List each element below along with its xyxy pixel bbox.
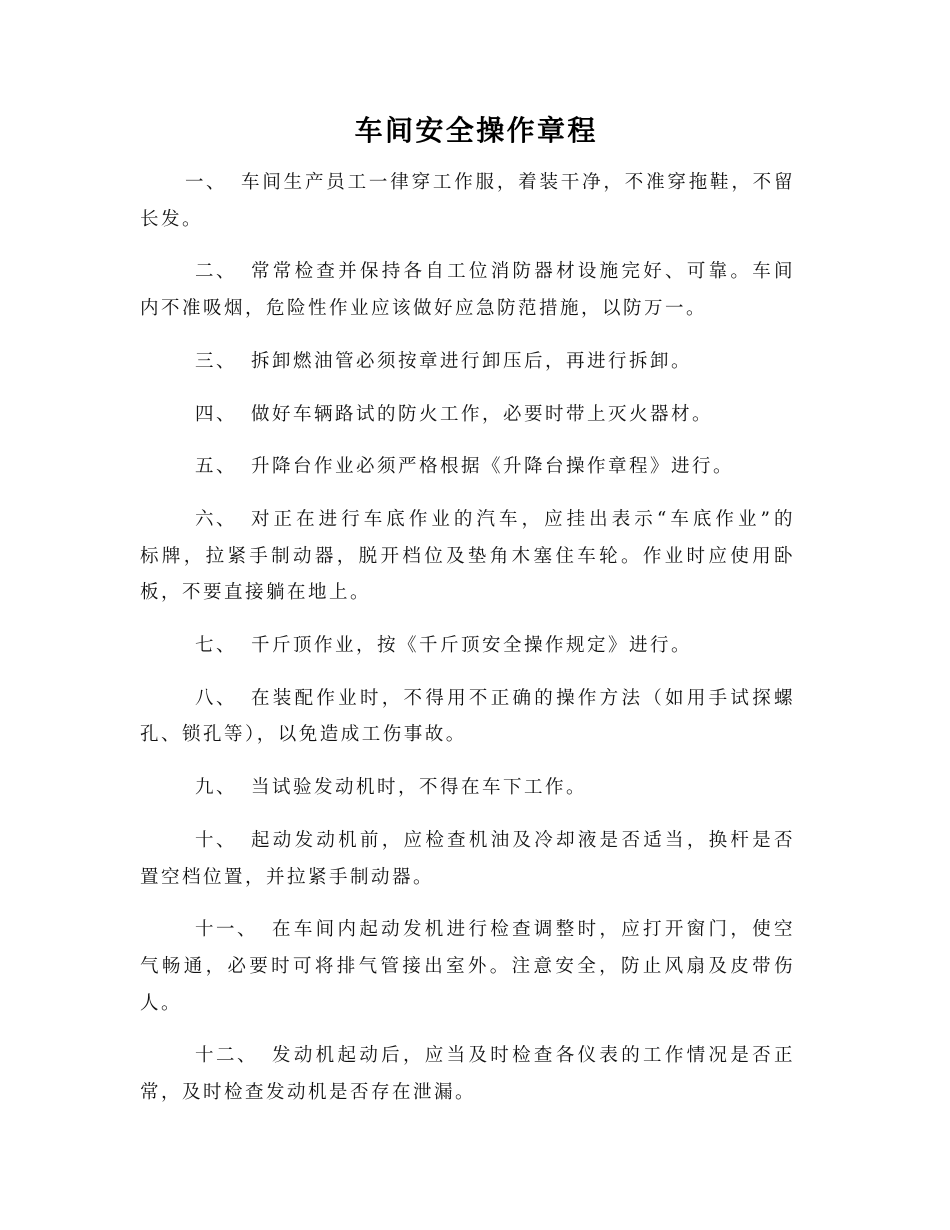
rule-first-line	[140, 770, 795, 807]
rule-text-line: 在车间内起动发机进行检查调整时，应打开窗门，使空	[272, 919, 795, 941]
rule-text-line: 常，及时检查发动机是否存在泄漏。	[140, 1081, 477, 1103]
rule-paragraph	[140, 344, 795, 381]
rule-text-line: 标牌，拉紧手制动器，脱开档位及垫角木塞住车轮。作业时应使用卧	[140, 545, 795, 567]
rule-paragraph	[140, 165, 795, 238]
rule-first-line	[140, 165, 795, 202]
rule-text-line: 人。	[140, 992, 183, 1014]
rule-first-line	[140, 912, 795, 949]
rule-paragraph	[140, 823, 795, 896]
rule-text-line: 内不准吸烟，危险性作业应该做好应急防范措施，以防万一。	[140, 297, 708, 319]
rule-number: 一、	[185, 172, 228, 193]
rule-first-line	[140, 254, 795, 291]
rule-first-line	[140, 397, 795, 434]
rule-paragraph	[140, 912, 795, 1022]
rule-first-line	[140, 823, 795, 860]
rule-first-line	[140, 344, 795, 381]
rule-first-line	[140, 1038, 795, 1075]
rule-number: 二、	[195, 261, 238, 283]
rule-number: 七、	[195, 635, 238, 657]
rule-paragraph	[140, 254, 795, 327]
rule-text-line: 常常检查并保持各自工位消防器材设施完好、可靠。车间	[251, 261, 795, 283]
rule-paragraph	[140, 628, 795, 665]
rule-text-line: 发动机起动后，应当及时检查各仪表的工作情况是否正	[272, 1045, 795, 1067]
document-title: 车间安全操作章程	[354, 114, 598, 147]
rule-paragraph	[140, 1038, 795, 1111]
rule-text-line: 对正在进行车底作业的汽车，应挂出表示“车底作业”的	[251, 509, 795, 531]
rule-text-line: 在装配作业时，不得用不正确的操作方法（如用手试探螺	[251, 687, 795, 709]
rule-text-line: 起动发动机前，应检查机油及冷却液是否适当，换杆是否	[251, 830, 795, 851]
rule-first-line	[140, 449, 795, 486]
rule-number: 十一、	[195, 919, 259, 941]
rule-text-line: 长发。	[140, 208, 204, 230]
rule-text-line: 孔、锁孔等），以免造成工伤事故。	[140, 724, 467, 746]
rule-number: 八、	[195, 687, 238, 709]
rule-number: 十二、	[195, 1045, 259, 1067]
document-body	[140, 165, 795, 1128]
rule-number: 五、	[195, 456, 238, 478]
rule-text-line: 当试验发动机时，不得在车下工作。	[251, 777, 588, 799]
rule-text-line: 千斤顶作业，按《千斤顶安全操作规定》进行。	[251, 635, 693, 657]
rule-paragraph	[140, 449, 795, 486]
rule-number: 六、	[195, 509, 238, 531]
rule-first-line	[140, 502, 795, 539]
rule-number: 十、	[195, 830, 238, 851]
rule-first-line	[140, 628, 795, 665]
rule-number: 四、	[195, 403, 238, 425]
rule-number: 三、	[195, 350, 238, 372]
rule-paragraph	[140, 502, 795, 612]
rule-paragraph	[140, 770, 795, 807]
rule-paragraph	[140, 397, 795, 434]
rule-text-line: 车间生产员工一律穿工作服，着装干净，不准穿拖鞋，不留	[241, 172, 795, 193]
rule-text-line: 升降台作业必须严格根据《升降台操作章程》进行。	[251, 456, 735, 478]
rule-text-line: 做好车辆路试的防火工作，必要时带上灭火器材。	[251, 403, 714, 425]
rule-text-line: 拆卸燃油管必须按章进行卸压后，再进行拆卸。	[251, 350, 693, 372]
rule-text-line: 置空档位置，并拉紧手制动器。	[140, 866, 435, 888]
rule-paragraph	[140, 681, 795, 754]
rule-text-line: 板，不要直接躺在地上。	[140, 582, 372, 604]
rule-text-line: 气畅通，必要时可将排气管接出室外。注意安全，防止风扇及皮带伤	[140, 955, 795, 977]
rule-first-line	[140, 681, 795, 718]
rule-number: 九、	[195, 777, 238, 799]
